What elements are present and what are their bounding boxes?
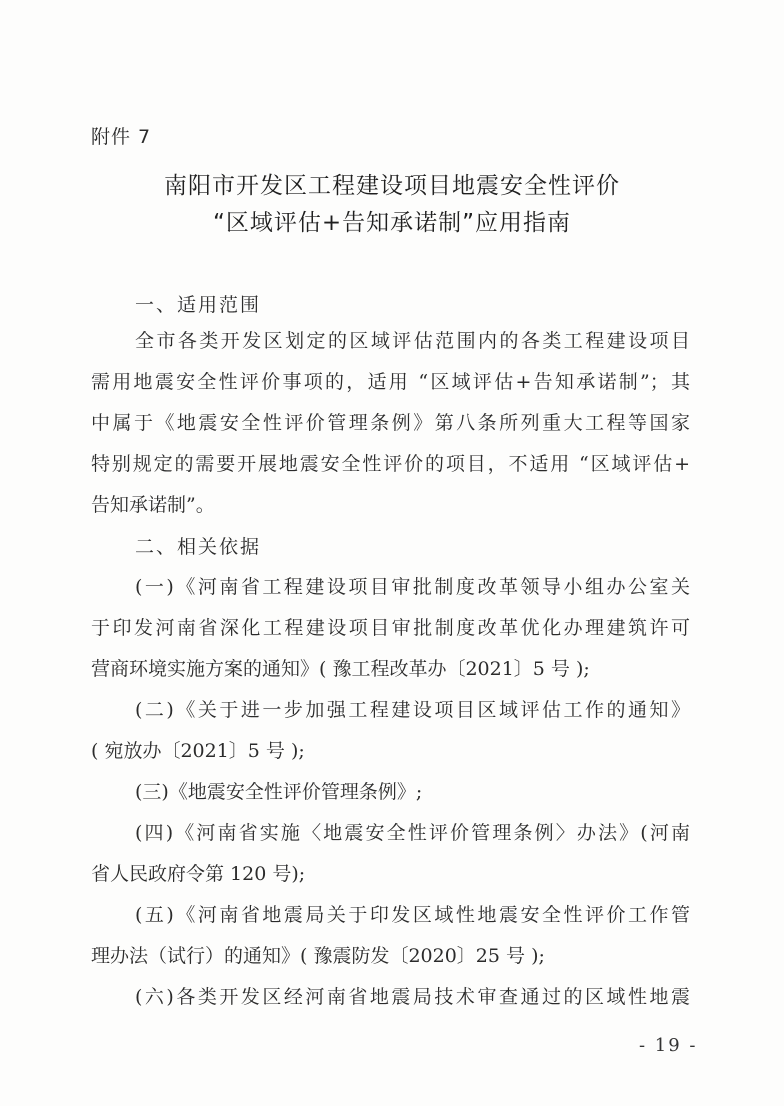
paragraph-line: 全市各类开发区划定的区域评估范围内的各类工程建设项目 (135, 330, 690, 352)
paragraph-line: (三)《地震安全性评价管理条例》; (135, 781, 423, 803)
document-title-line-1: 南阳市开发区工程建设项目地震安全性评价 (164, 173, 620, 199)
paragraph-line: (二)《关于进一步加强工程建设项目区域评估工作的通知》 (135, 699, 690, 721)
paragraph-line: 理办法（试行）的通知》( 豫震防发〔2020〕25 号 ); (91, 945, 545, 967)
attachment-label: 附件 7 (91, 126, 152, 148)
paragraph-line: (一)《河南省工程建设项目审批制度改革领导小组办公室关 (135, 576, 690, 598)
section-heading-scope: 一、适用范围 (135, 294, 262, 316)
paragraph-line: (四)《河南省实施〈地震安全性评价管理条例〉办法》(河南 (135, 822, 690, 844)
paragraph-line: 于印发河南省深化工程建设项目审批制度改革优化办理建筑许可 (91, 617, 690, 639)
paragraph-line: 省人民政府令第 120 号); (91, 863, 306, 885)
paragraph-line: 告知承诺制”。 (91, 494, 215, 516)
page-number: - 19 - (639, 1035, 698, 1056)
paragraph-line: 营商环境实施方案的通知》( 豫工程改革办〔2021〕5 号 ); (91, 658, 590, 680)
paragraph-line: 中属于《地震安全性评价管理条例》第八条所列重大工程等国家 (91, 412, 690, 434)
paragraph-line: (六)各类开发区经河南省地震局技术审查通过的区域性地震 (135, 986, 690, 1008)
paragraph-line: 特别规定的需要开展地震安全性评价的项目，不适用 “区域评估+ (91, 453, 690, 475)
paragraph-line: ( 宛放办〔2021〕5 号 ); (91, 740, 305, 762)
paragraph-line: (五)《河南省地震局关于印发区域性地震安全性评价工作管 (135, 904, 690, 926)
section-heading-basis: 二、相关依据 (135, 536, 262, 558)
document-title-line-2: “区域评估+告知承诺制”应用指南 (212, 210, 572, 236)
paragraph-line: 需用地震安全性评价事项的，适用 “区域评估+告知承诺制”；其 (91, 371, 690, 393)
